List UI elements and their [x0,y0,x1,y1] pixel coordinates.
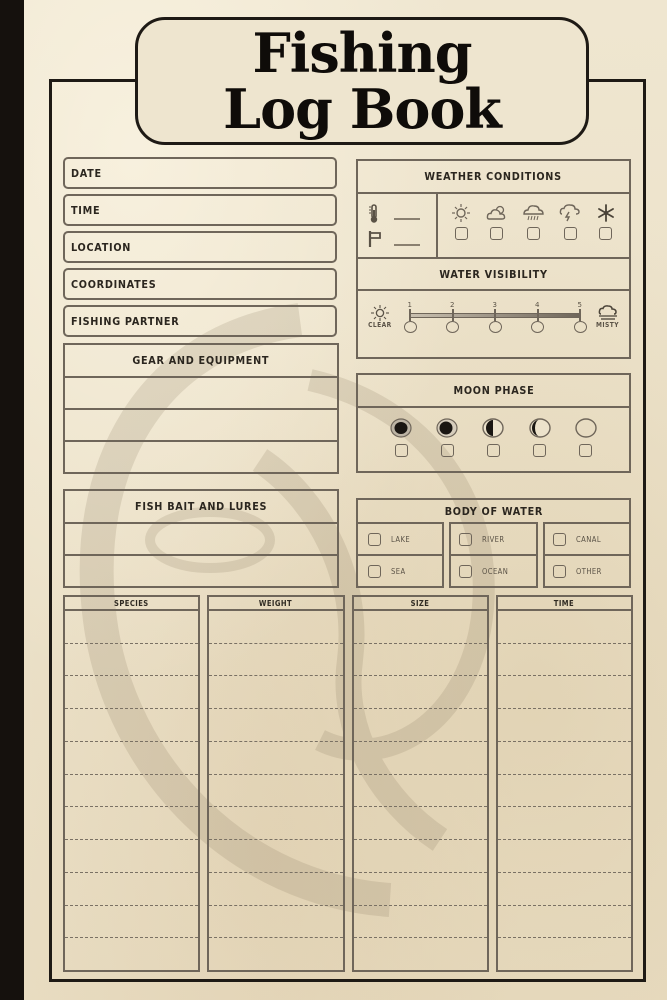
time-field[interactable] [63,194,337,226]
water-body-col-1 [358,522,444,588]
visibility-radio-4[interactable] [531,321,544,333]
visibility-number: 3 [492,301,498,309]
storm-cloud-icon [559,204,581,222]
location-field[interactable] [63,231,337,263]
time-header [498,597,631,611]
sea-label: SEA [391,566,406,576]
rain-cloud-icon [522,204,544,222]
visibility-point-2[interactable] [445,301,461,333]
size-cell[interactable] [354,611,487,644]
water-body-col-2 [449,522,537,588]
catch-table [63,595,633,972]
weight-cell[interactable] [209,807,342,840]
weight-cell[interactable] [209,775,342,808]
time-cell[interactable] [498,873,631,906]
date-label: DATE [71,166,102,180]
weather-heading: WEATHER CONDITIONS [424,170,563,183]
visibility-point-3[interactable] [487,301,503,333]
moon-option-1[interactable] [390,418,412,457]
visibility-heading: WATER VISIBILITY [439,267,548,281]
visibility-clear [366,305,394,329]
species-cell[interactable] [65,906,198,939]
weight-cell[interactable] [209,873,342,906]
storm-checkbox[interactable] [564,227,577,240]
ocean-label: OCEAN [482,566,509,576]
moon-checkbox-4[interactable] [533,444,546,457]
time-cell[interactable] [498,644,631,677]
bait-heading-row [65,491,337,524]
species-cell[interactable] [65,676,198,709]
first-quarter-icon [482,418,504,438]
water-body-options [358,522,629,588]
title-line-1: Fishing [252,21,472,85]
tick [579,309,581,321]
moon-option-4[interactable] [529,418,551,457]
visibility-number: 4 [535,301,540,309]
river-checkbox[interactable] [459,533,472,546]
weather-conditions [438,194,629,257]
size-cell[interactable] [354,775,487,808]
time-cell[interactable] [498,742,631,775]
size-cell[interactable] [354,807,487,840]
species-cell[interactable] [65,938,198,970]
waxing-gibbous-icon [529,418,551,438]
water-option-lake[interactable] [358,524,442,556]
moon-phases [358,408,629,457]
time-cell[interactable] [498,676,631,709]
time-cell[interactable] [498,807,631,840]
size-cell[interactable] [354,644,487,677]
wind-input[interactable] [394,244,420,246]
species-header-label: SPECIES [114,598,149,608]
water-body-heading-row [358,500,629,522]
size-cell[interactable] [354,709,487,742]
gear-heading: GEAR AND EQUIPMENT [132,354,270,367]
fog-cloud-icon [597,305,619,321]
species-cell[interactable] [65,742,198,775]
wind-row [368,226,436,252]
fishing-partner-field[interactable] [63,305,337,337]
size-cell[interactable] [354,676,487,709]
sun-icon [451,204,471,222]
tick [537,309,539,321]
sea-checkbox[interactable] [368,565,381,578]
sun-checkbox[interactable] [455,227,468,240]
size-header-label: SIZE [410,598,430,608]
wind-flag-icon [368,230,382,248]
tick [409,309,411,321]
visibility-point-4[interactable] [530,301,546,333]
moon-option-5[interactable] [575,418,597,457]
weight-header-label: WEIGHT [259,598,293,608]
water-option-ocean[interactable] [451,556,535,586]
other-label: OTHER [575,566,602,576]
thermometer-icon [368,204,380,224]
moon-checkbox-5[interactable] [579,444,592,457]
coordinates-field[interactable] [63,268,337,300]
weight-header [209,597,342,611]
temperature-input[interactable] [394,218,420,220]
bait-section [63,489,339,588]
moon-section [356,373,631,473]
size-cell[interactable] [354,840,487,873]
fishing-partner-label: FISHING PARTNER [71,314,180,328]
weather-option-snow[interactable] [596,204,616,257]
lake-label: LAKE [391,534,411,544]
species-cell[interactable] [65,775,198,808]
visibility-radio-3[interactable] [489,321,502,333]
full-moon-icon [575,418,597,438]
visibility-scale [358,291,629,355]
misty-label: MISTY [596,321,619,329]
time-cell[interactable] [498,938,631,970]
gear-heading-row [65,345,337,378]
gear-section [63,343,339,474]
tick [494,309,496,321]
book-spine [0,0,24,1000]
species-cell[interactable] [65,873,198,906]
size-header [354,597,487,611]
moon-option-2[interactable] [436,418,458,457]
visibility-heading-row [358,259,629,291]
water-option-sea[interactable] [358,556,442,586]
time-cell[interactable] [498,840,631,873]
moon-heading-row [358,375,629,408]
visibility-radio-1[interactable] [404,321,417,333]
moon-checkbox-2[interactable] [441,444,454,457]
visibility-number: 5 [577,301,583,309]
visibility-number: 2 [450,301,455,309]
water-body-heading: BODY OF WATER [444,504,543,518]
weather-option-storm[interactable] [559,204,581,257]
bait-line-1[interactable] [65,524,337,556]
rain-checkbox[interactable] [527,227,540,240]
species-cell[interactable] [65,611,198,644]
time-cell[interactable] [498,611,631,644]
bait-heading: FISH BAIT AND LURES [134,500,268,513]
weather-body [358,194,629,259]
canal-label: CANAL [575,534,601,544]
waxing-crescent-icon [436,418,458,438]
snowflake-icon [596,204,616,222]
gear-line-3[interactable] [65,442,337,472]
visibility-point-5[interactable] [572,301,588,333]
clear-sun-icon [371,305,389,321]
time-cell[interactable] [498,709,631,742]
bait-line-2[interactable] [65,556,337,586]
weather-heading-row [358,161,629,194]
tick [452,309,454,321]
weight-cell[interactable] [209,742,342,775]
moon-heading: MOON PHASE [453,384,534,397]
new-moon-icon [390,418,412,438]
time-header-label: TIME [554,598,575,608]
water-option-canal[interactable] [545,524,629,556]
weight-cell[interactable] [209,938,342,970]
moon-checkbox-3[interactable] [487,444,500,457]
partly-cloudy-icon [486,204,508,222]
weight-cell[interactable] [209,840,342,873]
clear-label: CLEAR [368,321,392,329]
snow-checkbox[interactable] [599,227,612,240]
visibility-number: 1 [407,301,413,309]
weight-cell[interactable] [209,611,342,644]
visibility-point-1[interactable] [402,301,418,333]
water-body-section [356,498,631,588]
species-header [65,597,198,611]
time-cell[interactable] [498,906,631,939]
weight-cell[interactable] [209,676,342,709]
moon-checkbox-1[interactable] [395,444,408,457]
title-banner [135,17,589,145]
weather-section [356,159,631,359]
visibility-misty [594,305,621,329]
temperature-row [368,202,436,226]
visibility-radio-2[interactable] [446,321,459,333]
water-option-river[interactable] [451,524,535,556]
partly-cloudy-checkbox[interactable] [490,227,503,240]
species-column [63,595,200,972]
visibility-radio-5[interactable] [574,321,587,333]
water-body-col-3 [543,522,629,588]
time-label: TIME [71,203,101,217]
species-cell[interactable] [65,840,198,873]
size-column [352,595,489,972]
ocean-checkbox[interactable] [459,565,472,578]
time-column [496,595,633,972]
date-field[interactable] [63,157,337,189]
visibility-points [402,301,588,333]
species-cell[interactable] [65,807,198,840]
location-label: LOCATION [71,240,132,254]
size-cell[interactable] [354,742,487,775]
weight-column [207,595,344,972]
weight-cell[interactable] [209,709,342,742]
gear-line-1[interactable] [65,378,337,410]
river-label: RIVER [482,534,505,544]
weather-option-sun[interactable] [451,204,471,257]
coordinates-label: COORDINATES [71,277,157,291]
water-option-other[interactable] [545,556,629,586]
size-cell[interactable] [354,906,487,939]
lake-checkbox[interactable] [368,533,381,546]
weather-option-rain[interactable] [522,204,544,257]
time-cell[interactable] [498,775,631,808]
weight-cell[interactable] [209,644,342,677]
size-cell[interactable] [354,938,487,970]
size-cell[interactable] [354,873,487,906]
weight-cell[interactable] [209,906,342,939]
canal-checkbox[interactable] [553,533,566,546]
gear-line-2[interactable] [65,410,337,442]
other-checkbox[interactable] [553,565,566,578]
weather-option-partly-cloudy[interactable] [486,204,508,257]
title-line-2: Log Book [223,77,501,141]
species-cell[interactable] [65,644,198,677]
moon-option-3[interactable] [482,418,504,457]
species-cell[interactable] [65,709,198,742]
weather-measures [358,194,438,257]
